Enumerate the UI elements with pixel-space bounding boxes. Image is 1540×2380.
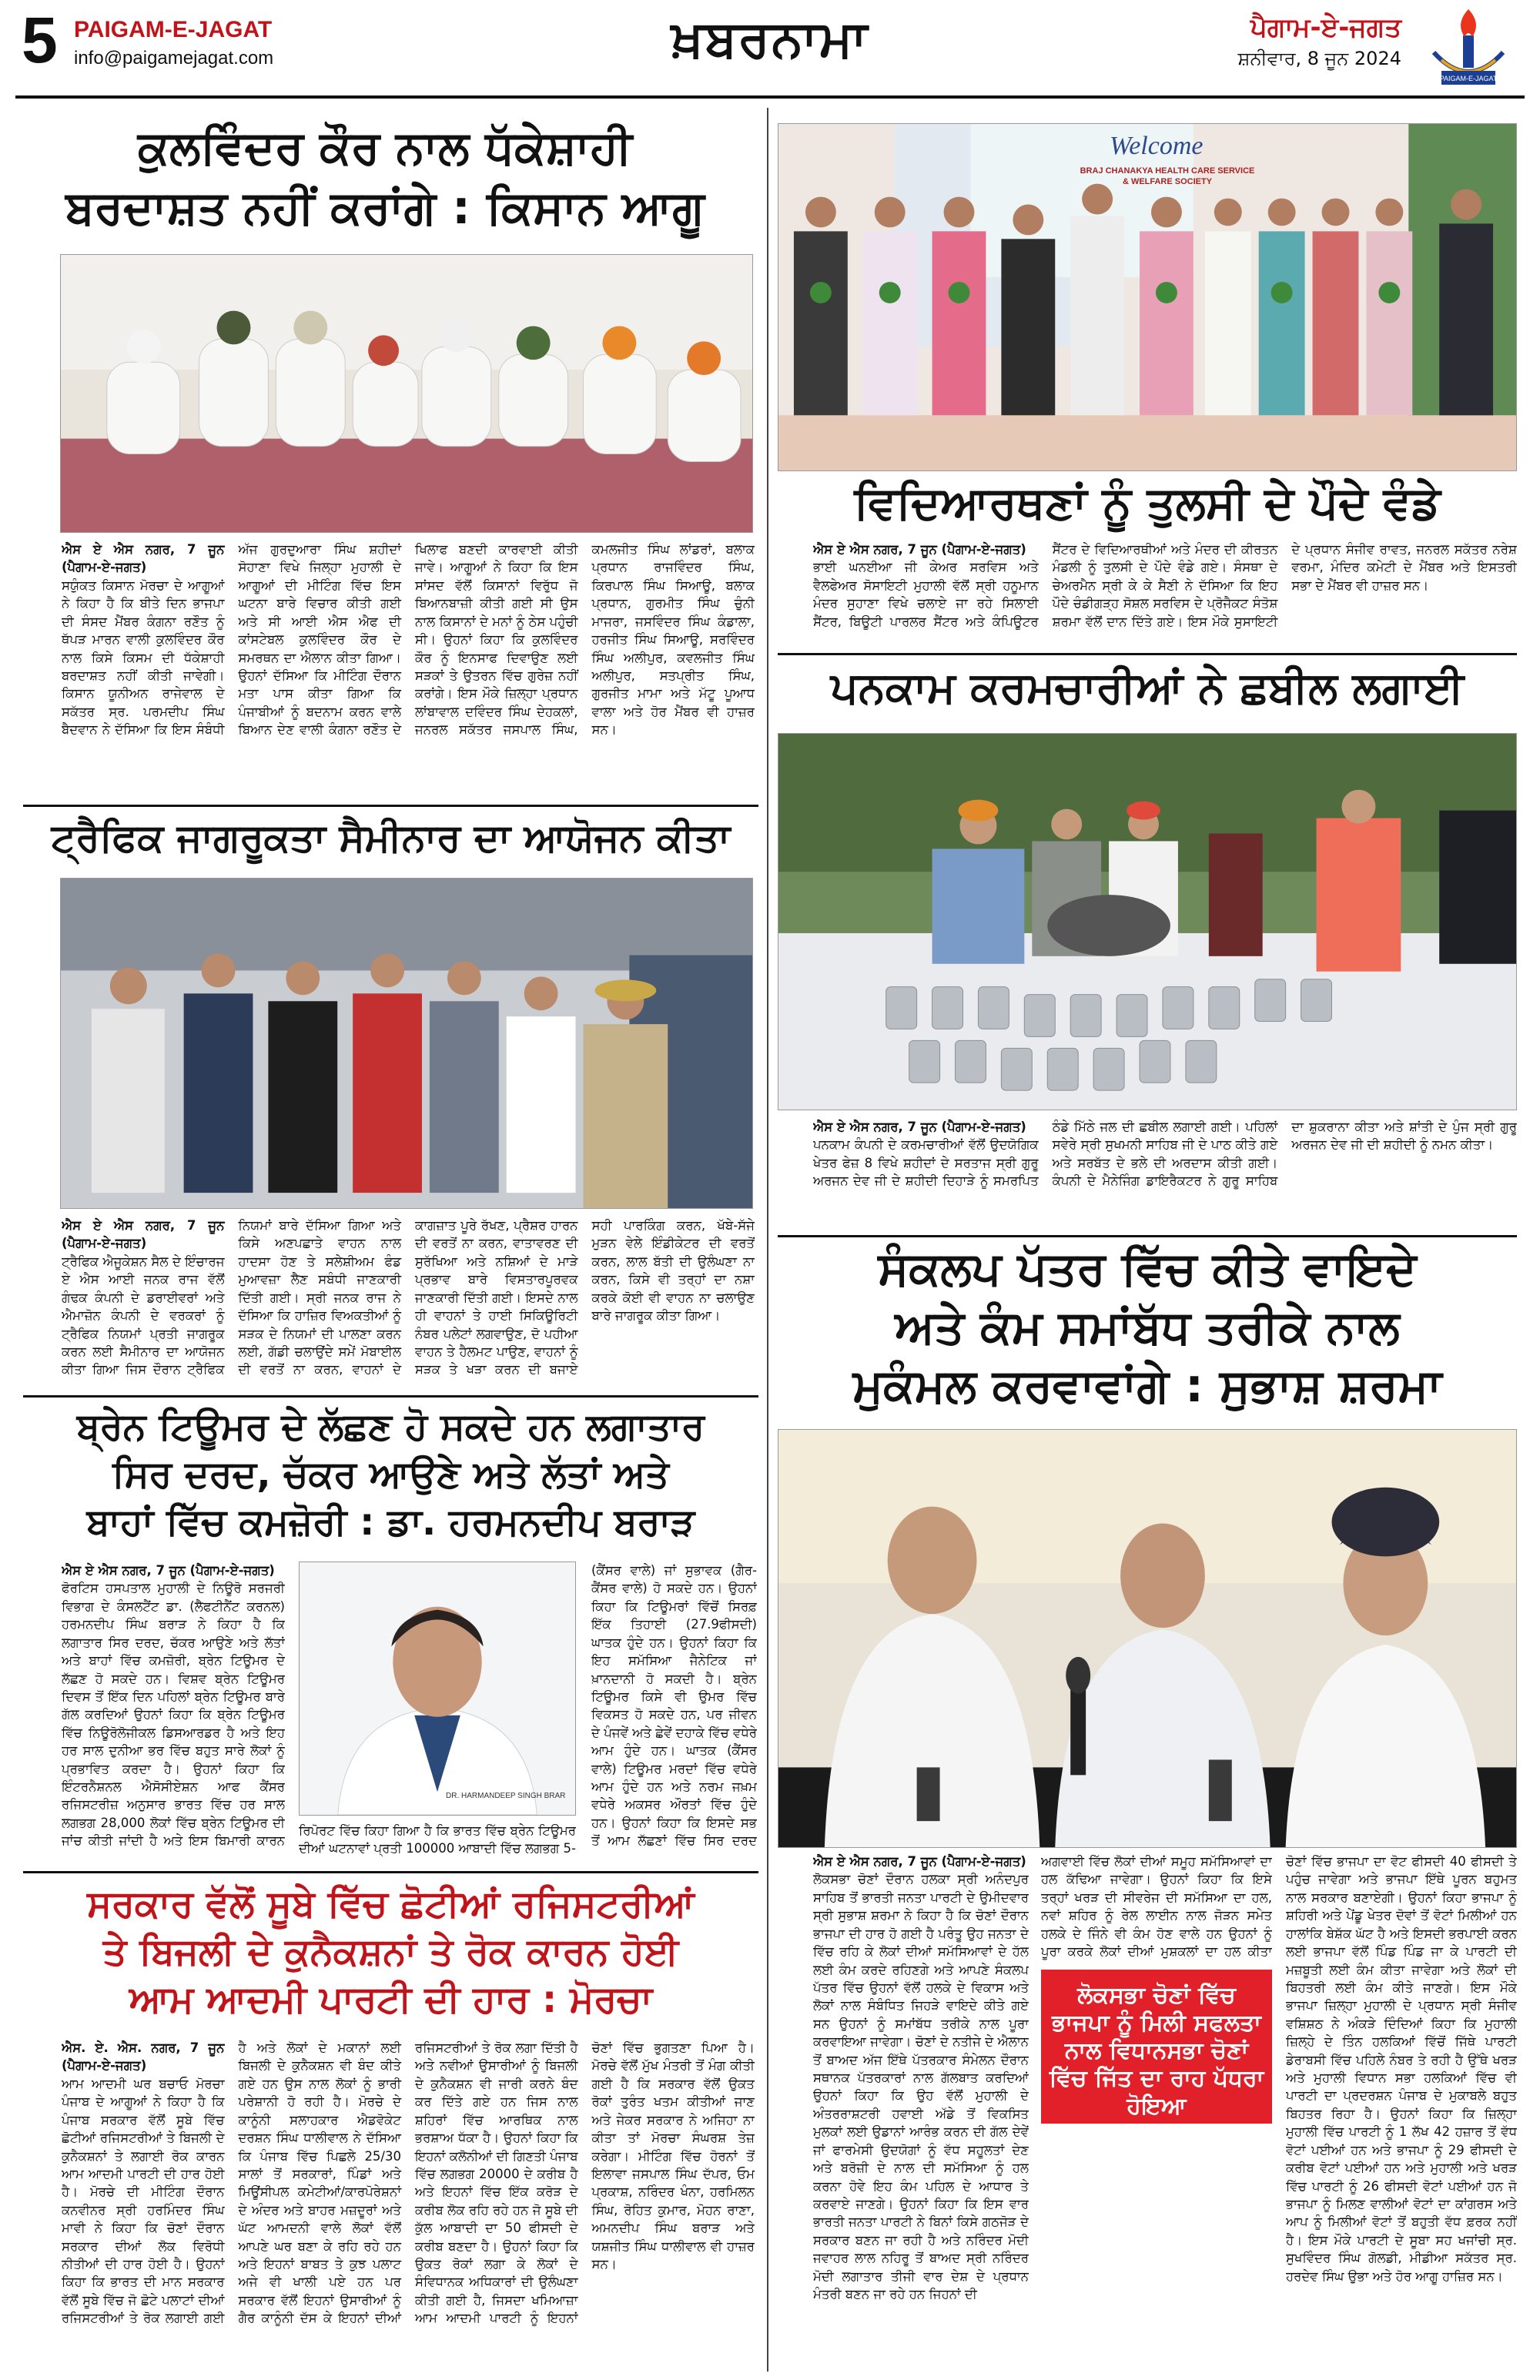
- headline-tulsi: ਵਿਦਿਆਰਥਣਾਂ ਨੂੰ ਤੁਲਸੀ ਦੇ ਪੌਦੇ ਵੰਡੇ: [854, 477, 1441, 529]
- photo-traffic-seminar: [60, 878, 753, 1209]
- text-tulsi: ਭਾਈ ਘਨਈਆ ਜੀ ਕੇਅਰ ਸਰਵਿਸ ਅਤੇ ਵੈਲਫੇਅਰ ਸੋਸਾਇਟੀ ਮੁਹਾਲੀ ਵੱਲੋਂ ਸ੍ਰੀ ਹਨੂਮਾਨ ਮੰਦਰ ਸੁਹਾਣਾ ਵਿਖੇ ਚਲਾਏ ਜਾ ਰਹੇ ਸਿਲਾਈ ਸੈਂਟਰ, ਬਿਊਟੀ ਪਾਰਲਰ ਸੈਂਟਰ ਅਤੇ ਕੰਪਿਊਟਰ ਸੈਂਟਰ ਦੇ ਵਿਦਿਆਰਥੀਆਂ ਅਤੇ ਮੰਦਰ ਦੀ ਕੀਰਤਨ ਮੰਡਲੀ ਨੂੰ ਤੁਲਸੀ ਦੇ ਪੌਦੇ ਵੰਡੇ ਗਏ। ਸੰਸਥਾ ਦੇ ਚੇਅਰਮੈਨ ਸ੍ਰੀ ਕੇ ਕੇ ਸੈਣੀ ਨੇ ਦੱਸਿਆ ਕਿ ਇਹ ਪੌਦੇ ਚੰਡੀਗੜ੍ਹ ਸੋਸ਼ਲ ਸਰਵਿਸ ਦੇ ਪ੍ਰੋਜੈਕਟ ਸੰਤੋਸ਼ ਸ਼ਰਮਾ ਵੱਲੋਂ ਦਾਨ ਦਿੱਤੇ ਗਏ। ਇਸ ਮੌਕੇ ਸੁਸਾਇਟੀ ਦੇ ਪ੍ਰਧਾਨ ਸੰਜੀਵ ਰਾਵਤ, ਜਨਰਲ ਸਕੱਤਰ ਨਰੇਸ਼ ਵਰਮਾ, ਮੰਦਿਰ ਕਮੇਟੀ ਦੇ ਮੈਂਬਰ ਅਤੇ ਇਸਤਰੀ ਸਭਾ ਦੇ ਮੈਂਬਰ ਵੀ ਹਾਜ਼ਰ ਸਨ।: [813, 542, 1517, 629]
- headline-tumour-2: ਸਿਰ ਦਰਦ, ਚੱਕਰ ਆਉਣੇ ਅਤੇ ਲੱਤਾਂ ਅਤੇ: [112, 1453, 669, 1496]
- separator: [23, 1871, 758, 1873]
- text-tumour-left: ਫੋਰਟਿਸ ਹਸਪਤਾਲ ਮੁਹਾਲੀ ਦੇ ਨਿਊਰੋ ਸਰਜਰੀ ਵਿਭਾਗ ਦੇ ਕੰਸਲਟੈਂਟ ਡਾ. (ਲੈਫਟੀਨੈਂਟ ਕਰਨਲ) ਹਰਮਨਦੀਪ ਸਿੰਘ ਬਰਾੜ ਨੇ ਕਿਹਾ ਹੈ ਕਿ ਲਗਾਤਾਰ ਸਿਰ ਦਰਦ, ਚੱਕਰ ਆਉਣੇ ਅਤੇ ਲੱਤਾਂ ਅਤੇ ਬਾਹਾਂ ਵਿੱਚ ਕਮਜ਼ੋਰੀ, ਬ੍ਰੇਨ ਟਿਊਮਰ ਦੇ ਲੱਛਣ ਹੋ ਸਕਦੇ ਹਨ। ਵਿਸ਼ਵ ਬ੍ਰੇਨ ਟਿਊਮਰ ਦਿਵਸ ਤੋਂ ਇੱਕ ਦਿਨ ਪਹਿਲਾਂ ਬ੍ਰੇਨ ਟਿਊਮਰ ਬਾਰੇ ਗੱਲ ਕਰਦਿਆਂ ਉਹਨਾਂ ਕਿਹਾ ਕਿ ਬ੍ਰੇਨ ਟਿਊਮਰ ਵਿੱਚ ਨਿਊਰੋਲੋਜੀਕਲ ਡਿਸਆਰਡਰ ਹੈ ਅਤੇ ਇਹ ਹਰ ਸਾਲ ਦੁਨੀਆ ਭਰ ਵਿੱਚ ਬਹੁਤ ਸਾਰੇ ਲੋਕਾਂ ਨੂੰ ਪ੍ਰਭਾਵਿਤ ਕਰਦਾ ਹੈ। ਉਹਨਾਂ ਕਿਹਾ ਕਿ ਇੰਟਰਨੈਸ਼ਨਲ ਐਸੋਸੀਏਸ਼ਨ ਆਫ ਕੈਂਸਰ ਰਜਿਸਟਰੀਜ਼ ਅਨੁਸਾਰ ਭਾਰਤ ਵਿੱਚ ਹਰ ਸਾਲ ਲਗਭਗ 28,000 ਲੋਕਾਂ ਵਿੱਚ ਬ੍ਰੇਨ ਟਿਊਮਰ ਦੀ ਜਾਂਚ ਕੀਤੀ ਜਾਂਦੀ ਹੈ ਅਤੇ ਇਸ ਬਿਮਾਰੀ ਕਾਰਨ: [62, 1581, 285, 1849]
- text-chhabeel: ਪਨਕਾਮ ਕੰਪਨੀ ਦੇ ਕਰਮਚਾਰੀਆਂ ਵੱਲੋਂ ਉਦਯੋਗਿਕ ਖੇਤਰ ਫੇਜ਼ 8 ਵਿਖੇ ਸ਼ਹੀਦਾਂ ਦੇ ਸਰਤਾਜ ਸ੍ਰੀ ਗੁਰੂ ਅਰਜਨ ਦੇਵ ਜੀ ਦੇ ਸ਼ਹੀਦੀ ਦਿਹਾੜੇ ਨੂੰ ਸਮਰਪਿਤ ਠੰਡੇ ਮਿੱਠੇ ਜਲ ਦੀ ਛਬੀਲ ਲਗਾਈ ਗਈ। ਪਹਿਲਾਂ ਸਵੇਰੇ ਸ੍ਰੀ ਸੁਖਮਨੀ ਸਾਹਿਬ ਜੀ ਦੇ ਪਾਠ ਕੀਤੇ ਗਏ ਅਤੇ ਸਰਬੱਤ ਦੇ ਭਲੇ ਦੀ ਅਰਦਾਸ ਕੀਤੀ ਗਈ। ਕੰਪਨੀ ਦੇ ਮੈਨੇਜਿੰਗ ਡਾਇਰੈਕਟਰ ਨੇ ਗੁਰੂ ਸਾਹਿਬ ਦਾ ਸ਼ੁਕਰਾਨਾ ਕੀਤਾ ਅਤੇ ਸ਼ਾਂਤੀ ਦੇ ਪੁੰਜ ਸ੍ਰੀ ਗੁਰੂ ਅਰਜਨ ਦੇਵ ਜੀ ਦੀ ਸ਼ਹੀਦੀ ਨੂੰ ਨਮਨ ਕੀਤਾ।: [813, 1120, 1517, 1189]
- headline-chhabeel: ਪਨਕਾਮ ਕਰਮਚਾਰੀਆਂ ਨੇ ਛਬੀਲ ਲਗਾਈ: [830, 663, 1465, 713]
- issue-date: ਸ਼ਨੀਵਾਰ, 8 ਜੂਨ 2024: [1237, 48, 1401, 69]
- photo-press-conference: [778, 1429, 1517, 1848]
- article-sankalp-body-3: [1286, 1853, 1517, 2372]
- dateline-sankalp: ਐਸ ਏ ਐਸ ਨਗਰ, 7 ਜੂਨ (ਪੈਗਾਮ-ਏ-ਜਗਤ): [813, 1854, 1026, 1869]
- headline-morcha-3: ਆਮ ਆਦਮੀ ਪਾਰਟੀ ਦੀ ਹਾਰ : ਮੋਰਚਾ: [129, 1978, 653, 2021]
- headline-sankalp-3: ਮੁਕੰਮਲ ਕਰਵਾਵਾਂਗੇ : ਸੁਭਾਸ਼ ਸ਼ਰਮਾ: [852, 1359, 1442, 1413]
- text-traffic: ਟ੍ਰੈਫਿਕ ਐਜੂਕੇਸ਼ਨ ਸੈਲ ਦੇ ਇੰਚਾਰਜ ਏ ਐਸ ਆਈ ਜਨਕ ਰਾਜ ਵੱਲੋਂ ਗੰਢਕ ਕੰਪਨੀ ਦੇ ਡਰਾਈਵਰਾਂ ਅਤੇ ਐਮਾਜ਼ੋਨ ਕੰਪਨੀ ਦੇ ਵਰਕਰਾਂ ਨੂੰ ਟ੍ਰੈਫਿਕ ਨਿਯਮਾਂ ਪ੍ਰਤੀ ਜਾਗਰੂਕ ਕਰਨ ਲਈ ਸੈਮੀਨਾਰ ਦਾ ਆਯੋਜਨ ਕੀਤਾ ਗਿਆ ਜਿਸ ਦੌਰਾਨ ਟ੍ਰੈਫਿਕ ਨਿਯਮਾਂ ਬਾਰੇ ਦੱਸਿਆ ਗਿਆ ਅਤੇ ਕਿਸੇ ਅਣਪਛਾਤੇ ਵਾਹਨ ਨਾਲ ਹਾਦਸਾ ਹੋਣ ਤੇ ਸਲੇਸ਼ੀਅਮ ਫੰਡ ਮੁਆਵਜ਼ਾ ਲੈਣ ਸਬੰਧੀ ਜਾਣਕਾਰੀ ਦਿੱਤੀ ਗਈ। ਸ੍ਰੀ ਜਨਕ ਰਾਜ ਨੇ ਦੱਸਿਆ ਕਿ ਹਾਜ਼ਿਰ ਵਿਅਕਤੀਆਂ ਨੂੰ ਸੜਕ ਦੇ ਨਿਯਮਾਂ ਦੀ ਪਾਲਣਾ ਕਰਨ ਲਈ, ਗੱਡੀ ਚਲਾਉਂਦੇ ਸਮੇਂ ਮੋਬਾਈਲ ਦੀ ਵਰਤੋਂ ਨਾ ਕਰਨ, ਵਾਹਨਾਂ ਦੇ ਕਾਗਜ਼ਾਤ ਪੂਰੇ ਰੱਖਣ, ਪ੍ਰੈਸ਼ਰ ਹਾਰਨ ਦੀ ਵਰਤੋਂ ਨਾ ਕਰਨ, ਵਾਤਾਵਰਣ ਦੀ ਸੁਰੱਖਿਆ ਅਤੇ ਨਸ਼ਿਆਂ ਦੇ ਮਾੜੇ ਪ੍ਰਭਾਵ ਬਾਰੇ ਵਿਸਤਾਰਪੂਰਵਕ ਜਾਣਕਾਰੀ ਦਿੱਤੀ ਗਈ। ਇਸਦੇ ਨਾਲ ਹੀ ਵਾਹਨਾਂ ਤੇ ਹਾਈ ਸਿਕਿਊਰਿਟੀ ਨੰਬਰ ਪਲੇਟਾਂ ਲਗਵਾਉਣ, ਦੋ ਪਹੀਆ ਵਾਹਨ ਤੇ ਹੈਲਮਟ ਪਾਉਣ, ਵਾਹਨਾਂ ਨੂੰ ਸੜਕ ਤੇ ਖੜਾ ਕਰਨ ਦੀ ਬਜਾਏ ਸਹੀ ਪਾਰਕਿੰਗ ਕਰਨ, ਖੱਬੇ-ਸੱਜੇ ਮੁੜਨ ਵੇਲੇ ਇੰਡੀਕੇਟਰ ਦੀ ਵਰਤੋਂ ਕਰਨ, ਲਾਲ ਬੱਤੀ ਦੀ ਉਲੰਘਣਾ ਨਾ ਕਰਨ, ਕਿਸੇ ਵੀ ਤਰ੍ਹਾਂ ਦਾ ਨਸ਼ਾ ਕਰਕੇ ਕੋਈ ਵੀ ਵਾਹਨ ਨਾ ਚਲਾਉਣ ਬਾਰੇ ਜਾਗਰੂਕ ਕੀਤਾ ਗਿਆ।: [62, 1218, 755, 1377]
- doctor-name-badge: DR. HARMANDEEP SINGH BRAR: [446, 1792, 566, 1800]
- headline-traffic: ਟ੍ਰੈਫਿਕ ਜਾਗਰੂਕਤਾ ਸੈਮੀਨਾਰ ਦਾ ਆਯੋਜਨ ਕੀਤਾ: [51, 815, 731, 860]
- separator: [23, 1395, 758, 1398]
- dateline-kulwinder: ਐਸ ਏ ਐਸ ਨਗਰ, 7 ਜੂਨ (ਪੈਗਾਮ-ਏ-ਜਗਤ): [62, 542, 225, 575]
- dateline-tumour: ਐਸ ਏ ਐਸ ਨਗਰ, 7 ਜੂਨ (ਪੈਗਾਮ-ਏ-ਜਗਤ): [62, 1563, 275, 1578]
- headline-morcha-1: ਸਰਕਾਰ ਵੱਲੋਂ ਸੂਬੇ ਵਿੱਚ ਛੋਟੀਆਂ ਰਜਿਸਟਰੀਆਂ: [87, 1883, 695, 1926]
- dateline-morcha: ਐਸ. ਏ. ਐਸ. ਨਗਰ, 7 ਜੂਨ (ਪੈਗਾਮ-ਏ-ਜਗਤ): [62, 2040, 225, 2074]
- brand-name-latin: PAIGAM-E-JAGAT: [74, 17, 273, 42]
- photo-tulsi-distribution: [778, 123, 1517, 471]
- dateline-traffic: ਐਸ ਏ ਐਸ ਨਗਰ, 7 ਜੂਨ (ਪੈਗਾਮ-ਏ-ਜਗਤ): [62, 1218, 225, 1251]
- pull-quote-callout: ਲੋਕਸਭਾ ਚੋਣਾਂ ਵਿੱਚ ਭਾਜਪਾ ਨੂੰ ਮਿਲੀ ਸਫਲਤਾ ਨਾਲ ਵਿਧਾਨਸਭਾ ਚੋਣਾਂ ਵਿੱਚ ਜਿੱਤ ਦਾ ਰਾਹ ਪੱਧਰਾ ਹੋਇਆ: [1041, 1970, 1272, 2124]
- article-kulwinder-body: [62, 541, 755, 802]
- text-morcha: ਆਮ ਆਦਮੀ ਘਰ ਬਚਾਓ ਮੋਰਚਾ ਪੰਜਾਬ ਦੇ ਆਗੂਆਂ ਨੇ ਕਿਹਾ ਹੈ ਕਿ ਪੰਜਾਬ ਸਰਕਾਰ ਵੱਲੋਂ ਸੂਬੇ ਵਿੱਚ ਛੋਟੀਆਂ ਰਜਿਸਟਰੀਆਂ ਤੇ ਬਿਜਲੀ ਦੇ ਕੁਨੈਕਸ਼ਨਾਂ ਤੇ ਲਗਾਈ ਰੋਕ ਕਾਰਨ ਆਮ ਆਦਮੀ ਪਾਰਟੀ ਦੀ ਹਾਰ ਹੋਈ ਹੈ। ਮੋਰਚੇ ਦੀ ਮੀਟਿੰਗ ਦੌਰਾਨ ਕਨਵੀਨਰ ਸ੍ਰੀ ਹਰਮਿੰਦਰ ਸਿੰਘ ਮਾਵੀ ਨੇ ਕਿਹਾ ਕਿ ਚੋਣਾਂ ਦੌਰਾਨ ਸਰਕਾਰ ਦੀਆਂ ਲੋਕ ਵਿਰੋਧੀ ਨੀਤੀਆਂ ਦੀ ਹਾਰ ਹੋਈ ਹੈ। ਉਹਨਾਂ ਕਿਹਾ ਕਿ ਭਾਰਤ ਦੀ ਮਾਨ ਸਰਕਾਰ ਵੱਲੋਂ ਸੂਬੇ ਵਿੱਚ ਜੋ ਛੋਟੇ ਪਲਾਟਾਂ ਦੀਆਂ ਰਜਿਸਟਰੀਆਂ ਤੇ ਰੋਕ ਲਗਾਈ ਗਈ ਹੈ ਅਤੇ ਲੋਕਾਂ ਦੇ ਮਕਾਨਾਂ ਲਈ ਬਿਜਲੀ ਦੇ ਕੁਨੈਕਸ਼ਨ ਵੀ ਬੰਦ ਕੀਤੇ ਗਏ ਹਨ ਉਸ ਨਾਲ ਲੋਕਾਂ ਨੂੰ ਭਾਰੀ ਪਰੇਸ਼ਾਨੀ ਹੋ ਰਹੀ ਹੈ। ਮੋਰਚੇ ਦੇ ਕਾਨੂੰਨੀ ਸਲਾਹਕਾਰ ਐਡਵੋਕੇਟ ਦਰਸ਼ਨ ਸਿੰਘ ਧਾਲੀਵਾਲ ਨੇ ਦੱਸਿਆ ਕਿ ਪੰਜਾਬ ਵਿੱਚ ਪਿਛਲੇ 25/30 ਸਾਲਾਂ ਤੋਂ ਸਰਕਾਰਾਂ, ਪਿੰਡਾਂ ਅਤੇ ਮਿਊਂਸੀਪਲ ਕਮੇਟੀਆਂ/ਕਾਰਪੋਰੇਸ਼ਨਾਂ ਦੇ ਅੰਦਰ ਅਤੇ ਬਾਹਰ ਮਜ਼ਦੂਰਾਂ ਅਤੇ ਘੱਟ ਆਮਦਨੀ ਵਾਲੇ ਲੋਕਾਂ ਵੱਲੋਂ ਆਪਣੇ ਘਰ ਬਣਾ ਕੇ ਰਹਿ ਰਹੇ ਹਨ ਅਤੇ ਇਹਨਾਂ ਬਾਬਤ ਤੇ ਕੁਝ ਪਲਾਟ ਅਜੇ ਵੀ ਖਾਲੀ ਪਏ ਹਨ ਪਰ ਸਰਕਾਰ ਵੱਲੋਂ ਇਹਨਾਂ ਉਸਾਰੀਆਂ ਨੂੰ ਗੈਰ ਕਾਨੂੰਨੀ ਦੱਸ ਕੇ ਇਹਨਾਂ ਦੀਆਂ ਰਜਿਸਟਰੀਆਂ ਤੇ ਰੋਕ ਲਗਾ ਦਿੱਤੀ ਹੈ ਅਤੇ ਨਵੀਆਂ ਉਸਾਰੀਆਂ ਨੂੰ ਬਿਜਲੀ ਦੇ ਕੁਨੈਕਸ਼ਨ ਵੀ ਜਾਰੀ ਕਰਨੇ ਬੰਦ ਕਰ ਦਿੱਤੇ ਗਏ ਹਨ ਜਿਸ ਨਾਲ ਸ਼ਹਿਰਾਂ ਵਿੱਚ ਆਰਥਿਕ ਨਾਲ ਭਰਸ਼ਾਅ ਧੱਕਾ ਹੈ। ਉਹਨਾਂ ਕਿਹਾ ਕਿ ਇਹਨਾਂ ਕਲੋਨੀਆਂ ਦੀ ਗਿਣਤੀ ਪੰਜਾਬ ਵਿੱਚ ਲਗਭਗ 20000 ਦੇ ਕਰੀਬ ਹੈ ਅਤੇ ਇਹਨਾਂ ਵਿੱਚ ਇੱਕ ਕਰੋੜ ਦੇ ਕਰੀਬ ਲੋਕ ਰਹਿ ਰਹੇ ਹਨ ਜੋ ਸੂਬੇ ਦੀ ਕੁੱਲ ਆਬਾਦੀ ਦਾ 50 ਫੀਸਦੀ ਦੇ ਕਰੀਬ ਬਣਦਾ ਹੈ। ਉਹਨਾਂ ਕਿਹਾ ਕਿ ਉਕਤ ਰੋਕਾਂ ਲਗਾ ਕੇ ਲੋਕਾਂ ਦੇ ਸੰਵਿਧਾਨਕ ਅਧਿਕਾਰਾਂ ਦੀ ਉਲੰਘਣਾ ਕੀਤੀ ਗਈ ਹੈ, ਜਿਸਦਾ ਖਮਿਆਜ਼ਾ ਆਮ ਆਦਮੀ ਪਾਰਟੀ ਨੂੰ ਇਹਨਾਂ ਚੋਣਾਂ ਵਿੱਚ ਭੁਗਤਣਾ ਪਿਆ ਹੈ। ਮੋਰਚੇ ਵੱਲੋਂ ਮੁੱਖ ਮੰਤਰੀ ਤੋਂ ਮੰਗ ਕੀਤੀ ਗਈ ਹੈ ਕਿ ਸਰਕਾਰ ਵੱਲੋਂ ਉਕਤ ਰੋਕਾਂ ਤੁਰੰਤ ਖਤਮ ਕੀਤੀਆਂ ਜਾਣ ਅਤੇ ਜੇਕਰ ਸਰਕਾਰ ਨੇ ਅਜਿਹਾ ਨਾ ਕੀਤਾ ਤਾਂ ਮੋਰਚਾ ਸੰਘਰਸ਼ ਤੇਜ਼ ਕਰੇਗਾ। ਮੀਟਿੰਗ ਵਿੱਚ ਹੋਰਨਾਂ ਤੋਂ ਇਲਾਵਾ ਜਸਪਾਲ ਸਿੰਘ ਦੱਪਰ, ਓਮ ਪ੍ਰਕਾਸ਼, ਨਰਿੰਦਰ ਖੰਨਾ, ਹਰਮਿਲਨ ਸਿੰਘ, ਰੋਹਿਤ ਕੁਮਾਰ, ਮੋਹਨ ਰਾਣਾ, ਅਮਨਦੀਪ ਸਿੰਘ ਬਰਾੜ ਅਤੇ ਯਸ਼ਜੀਤ ਸਿੰਘ ਧਾਲੀਵਾਲ ਵੀ ਹਾਜ਼ਰ ਸਨ।: [62, 2040, 755, 2326]
- article-tumour-body-bottom: [299, 1822, 576, 1868]
- text-sankalp-2: ਅਗਵਾਈ ਵਿੱਚ ਲੋਕਾਂ ਦੀਆਂ ਸਮੂਹ ਸਮੱਸਿਆਵਾਂ ਦਾ ਹਲ ਕੱਢਿਆ ਜਾਵੇਗਾ। ਉਹਨਾਂ ਕਿਹਾ ਕਿ ਇਸੇ ਤਰ੍ਹਾਂ ਖਰੜ ਦੀ ਸੀਵਰੇਜ ਦੀ ਸਮੱਸਿਆ ਦਾ ਹਲ, ਨਵਾਂ ਸ਼ਹਿਰ ਨੂੰ ਰੇਲ ਲਾਈਨ ਨਾਲ ਜੋੜਨ ਸਮੇਤ ਹਲਕੇ ਦੇ ਜਿੰਨੇ ਵੀ ਕੰਮ ਹੋਣ ਵਾਲੇ ਹਨ ਉਹਨਾਂ ਨੂੰ ਪੂਰਾ ਕਰਕੇ ਲੋਕਾਂ ਦੀਆਂ ਮੁਸ਼ਕਲਾਂ ਦਾ ਹਲ ਕੀਤਾ: [1041, 1854, 1272, 1960]
- separator: [778, 1235, 1517, 1237]
- page-number: 5: [22, 4, 58, 76]
- article-tulsi-body: [813, 541, 1517, 648]
- dateline-tulsi: ਐਸ ਏ ਐਸ ਨਗਰ, 7 ਜੂਨ (ਪੈਗਾਮ-ਏ-ਜਗਤ): [813, 542, 1026, 557]
- article-tumour-body-left: [62, 1562, 285, 1862]
- masthead-rule: [15, 95, 1525, 99]
- text-sankalp-3: ਚੋਣਾਂ ਵਿੱਚ ਭਾਜਪਾ ਦਾ ਵੋਟ ਫੀਸਦੀ 40 ਫੀਸਦੀ ਤੇ ਪਹੁੰਚ ਜਾਵੇਗਾ ਅਤੇ ਭਾਜਪਾ ਇੱਥੇ ਪੂਰਨ ਬਹੁਮਤ ਨਾਲ ਸਰਕਾਰ ਬਣਾਏਗੀ। ਉਹਨਾਂ ਕਿਹਾ ਭਾਜਪਾ ਨੂੰ ਸ਼ਹਿਰੀ ਅਤੇ ਪੇਂਡੂ ਖੇਤਰ ਦੋਵਾਂ ਤੋਂ ਵੋਟਾਂ ਮਿਲੀਆਂ ਹਨ ਹਾਲਾਂਕਿ ਬੇਸ਼ੱਕ ਘੱਟ ਹੈ ਅਤੇ ਇਸਦੀ ਭਰਪਾਈ ਕਰਨ ਲਈ ਭਾਜਪਾ ਵੱਲੋਂ ਪਿੰਡ ਪਿੰਡ ਜਾ ਕੇ ਪਾਰਟੀ ਦੀ ਮਜ਼ਬੂਤੀ ਲਈ ਕੰਮ ਕੀਤਾ ਜਾਵੇਗਾ ਅਤੇ ਲੋਕਾਂ ਦੀ ਬਿਹਤਰੀ ਲਈ ਕੰਮ ਕੀਤੇ ਜਾਣਗੇ। ਇਸ ਮੌਕੇ ਭਾਜਪਾ ਜ਼ਿਲ੍ਹਾ ਮੁਹਾਲੀ ਦੇ ਪ੍ਰਧਾਨ ਸ੍ਰੀ ਸੰਜੀਵ ਵਸ਼ਿਸ਼ਠ ਨੇ ਅੰਕੜੇ ਦਿੰਦਿਆਂ ਕਿਹਾ ਕਿ ਮੁਹਾਲੀ ਜ਼ਿਲ੍ਹੇ ਦੇ ਤਿੰਨ ਹਲਕਿਆਂ ਵਿੱਚੋਂ ਜਿੱਥੇ ਪਾਰਟੀ ਡੇਰਾਬਸੀ ਵਿੱਚ ਪਹਿਲੇ ਨੰਬਰ ਤੇ ਰਹੀ ਹੈ ਉੱਥੇ ਖਰੜ ਅਤੇ ਮੁਹਾਲੀ ਵਿਧਾਨ ਸਭਾ ਹਲਕਿਆਂ ਵਿੱਚ ਵੀ ਪਾਰਟੀ ਦਾ ਪ੍ਰਦਰਸ਼ਨ ਪੰਜਾਬ ਦੇ ਮੁਕਾਬਲੇ ਬਹੁਤ ਬਿਹਤਰ ਰਿਹਾ ਹੈ। ਉਹਨਾਂ ਕਿਹਾ ਕਿ ਜ਼ਿਲ੍ਹਾ ਮੁਹਾਲੀ ਵਿੱਚ ਪਾਰਟੀ ਨੂੰ 1 ਲੱਖ 42 ਹਜ਼ਾਰ ਤੋਂ ਵੱਧ ਵੋਟਾਂ ਪਈਆਂ ਹਨ ਅਤੇ ਭਾਜਪਾ ਨੂੰ 29 ਫੀਸਦੀ ਦੇ ਕਰੀਬ ਵੋਟਾਂ ਪਈਆਂ ਹਨ ਅਤੇ ਮੁਹਾਲੀ ਅਤੇ ਖਰੜ ਵਿੱਚ ਪਾਰਟੀ ਨੂੰ 26 ਫੀਸਦੀ ਵੋਟਾਂ ਪਈਆਂ ਹਨ ਜੋ ਭਾਜਪਾ ਨੂੰ ਮਿਲਣ ਵਾਲੀਆਂ ਵੋਟਾਂ ਦਾ ਕਾਂਗਰਸ ਅਤੇ ਆਪ ਨੂੰ ਮਿਲੀਆਂ ਵੋਟਾਂ ਤੋਂ ਬਹੁਤੀ ਵੱਧ ਫ਼ਰਕ ਨਹੀਂ ਹੈ। ਇਸ ਮੌਕੇ ਪਾਰਟੀ ਦੇ ਸੂਬਾ ਸਹ ਖਜਾਂਚੀ ਸ੍ਰ. ਸੁਖਵਿੰਦਰ ਸਿੰਘ ਗੋਲਡੀ, ਮੀਡੀਆ ਸਕੱਤਰ ਸ੍ਰ. ਹਰਦੇਵ ਸਿੰਘ ਉਭਾ ਅਤੇ ਹੋਰ ਆਗੂ ਹਾਜ਼ਿਰ ਸਨ।: [1286, 1854, 1517, 2284]
- headline-sankalp-1: ਸੰਕਲਪ ਪੱਤਰ ਵਿੱਚ ਕੀਤੇ ਵਾਇਦੇ: [878, 1242, 1417, 1296]
- welcome-banner: Welcome: [1110, 132, 1204, 160]
- photo-farmer-leaders-meeting: [60, 254, 753, 533]
- text-tumour-bottom: ਰਿਪੋਰਟ ਵਿੱਚ ਕਿਹਾ ਗਿਆ ਹੈ ਕਿ ਭਾਰਤ ਵਿੱਚ ਬ੍ਰੇਨ ਟਿਊਮਰ ਦੀਆਂ ਘਟਨਾਵਾਂ ਪ੍ਰਤੀ 100000 ਆਬਾਦੀ ਵਿੱਚ ਲਗਭਗ 5-: [299, 1823, 576, 1856]
- brand-name-punjabi: ਪੈਗਾਮ-ਏ-ਜਗਤ: [1250, 12, 1401, 43]
- headline-sankalp-2: ਅਤੇ ਕੰਮ ਸਮਾਂਬੱਧ ਤਰੀਕੇ ਨਾਲ: [895, 1300, 1400, 1354]
- text-tumour-right: (ਕੈਂਸਰ ਵਾਲੇ) ਜਾਂ ਸੁਭਾਵਕ (ਗੈਰ-ਕੈਂਸਰ ਵਾਲੇ) ਹੋ ਸਕਦੇ ਹਨ। ਉਹਨਾਂ ਕਿਹਾ ਕਿ ਟਿਊਮਰਾਂ ਵਿੱਚੋਂ ਸਿਰਫ਼ ਇੱਕ ਤਿਹਾਈ (27.9ਫੀਸਦੀ) ਘਾਤਕ ਹੁੰਦੇ ਹਨ। ਉਹਨਾਂ ਕਿਹਾ ਕਿ ਇਹ ਸਮੱਸਿਆ ਜੈਨੇਟਿਕ ਜਾਂ ਖ਼ਾਨਦਾਨੀ ਹੋ ਸਕਦੀ ਹੈ। ਬ੍ਰੇਨ ਟਿਊਮਰ ਕਿਸੇ ਵੀ ਉਮਰ ਵਿੱਚ ਵਿਕਸਤ ਹੋ ਸਕਦੇ ਹਨ, ਪਰ ਜੀਵਨ ਦੇ ਪੰਜਵੇਂ ਅਤੇ ਛੇਵੇਂ ਦਹਾਕੇ ਵਿੱਚ ਵਧੇਰੇ ਆਮ ਹੁੰਦੇ ਹਨ। ਘਾਤਕ (ਕੈਂਸਰ ਵਾਲੇ) ਟਿਊਮਰ ਮਰਦਾਂ ਵਿੱਚ ਵਧੇਰੇ ਆਮ ਹੁੰਦੇ ਹਨ ਅਤੇ ਨਰਮ ਜਖ਼ਮ ਵਧੇਰੇ ਅਕਸਰ ਔਰਤਾਂ ਵਿੱਚ ਹੁੰਦੇ ਹਨ। ਉਹਨਾਂ ਕਿਹਾ ਕਿ ਇਸਦੇ ਸਭ ਤੋਂ ਆਮ ਲੱਛਣਾਂ ਵਿੱਚ ਸਿਰ ਦਰਦ: [591, 1563, 757, 1849]
- society-banner: BRAJ CHANAKYA HEALTH CARE SERVICE & WELFARE SOCIETY: [1080, 166, 1255, 187]
- headline-tumour-3: ਬਾਹਾਂ ਵਿੱਚ ਕਮਜ਼ੋਰੀ : ਡਾ. ਹਰਮਨਦੀਪ ਬਰਾੜ: [86, 1501, 695, 1544]
- torch-logo-icon: [1418, 6, 1518, 91]
- text-kulwinder: ਸਯੁੰਕਤ ਕਿਸਾਨ ਮੋਰਚਾ ਦੇ ਆਗੂਆਂ ਨੇ ਕਿਹਾ ਹੈ ਕਿ ਬੀਤੇ ਦਿਨ ਭਾਜਪਾ ਦੀ ਸੰਸਦ ਮੈਂਬਰ ਕੰਗਨਾ ਰਣੌਤ ਨੂੰ ਥੱਪੜ ਮਾਰਨ ਵਾਲੀ ਕੁਲਵਿੰਦਰ ਕੌਰ ਨਾਲ ਕਿਸੇ ਕਿਸਮ ਦੀ ਧੱਕੇਸ਼ਾਹੀ ਬਰਦਾਸ਼ਤ ਨਹੀਂ ਕੀਤੀ ਜਾਵੇਗੀ। ਕਿਸਾਨ ਯੂਨੀਅਨ ਰਾਜੇਵਾਲ ਦੇ ਸਕੱਤਰ ਸ੍ਰ. ਪਰਮਦੀਪ ਸਿੰਘ ਬੈਦਵਾਨ ਨੇ ਦੱਸਿਆ ਕਿ ਇਸ ਸੰਬੰਧੀ ਅੱਜ ਗੁਰਦੁਆਰਾ ਸਿੰਘ ਸ਼ਹੀਦਾਂ ਸੋਹਾਣਾ ਵਿਖੇ ਜਿਲ੍ਹਾ ਮੁਹਾਲੀ ਦੇ ਆਗੂਆਂ ਦੀ ਮੀਟਿੰਗ ਵਿੱਚ ਇਸ ਘਟਨਾ ਬਾਰੇ ਵਿਚਾਰ ਕੀਤੀ ਗਈ ਅਤੇ ਸੀ ਆਈ ਐਸ ਐਫ ਦੀ ਕਾਂਸਟੇਬਲ ਕੁਲਵਿੰਦਰ ਕੌਰ ਦੇ ਸਮਰਥਨ ਦਾ ਐਲਾਨ ਕੀਤਾ ਗਿਆ। ਉਹਨਾਂ ਦੱਸਿਆ ਕਿ ਮੀਟਿੰਗ ਦੌਰਾਨ ਮਤਾ ਪਾਸ ਕੀਤਾ ਗਿਆ ਕਿ ਪੰਜਾਬੀਆਂ ਨੂੰ ਬਦਨਾਮ ਕਰਨ ਵਾਲੇ ਬਿਆਨ ਦੇਣ ਵਾਲੀ ਕੰਗਨਾ ਰਣੌਤ ਦੇ ਖਿਲਾਫ ਬਣਦੀ ਕਾਰਵਾਈ ਕੀਤੀ ਜਾਵੇ। ਆਗੂਆਂ ਨੇ ਕਿਹਾ ਕਿ ਇਸ ਸਾਂਸਦ ਵੱਲੋਂ ਕਿਸਾਨਾਂ ਵਿਰੁੱਧ ਜੋ ਬਿਆਨਬਾਜ਼ੀ ਕੀਤੀ ਗਈ ਸੀ ਉਸ ਨਾਲ ਕਿਸਾਨਾਂ ਦੇ ਮਨਾਂ ਨੂੰ ਠੇਸ ਪਹੁੰਚੀ ਸੀ। ਉਹਨਾਂ ਕਿਹਾ ਕਿ ਕੁਲਵਿੰਦਰ ਕੌਰ ਨੂੰ ਇਨਸਾਫ ਦਿਵਾਉਣ ਲਈ ਸੜਕਾਂ ਤੇ ਉਤਰਨ ਵਿੱਚ ਗੁਰੇਜ਼ ਨਹੀਂ ਕਰਾਂਗੇ। ਇਸ ਮੌਕੇ ਜ਼ਿਲ੍ਹਾ ਪ੍ਰਧਾਨ ਲਾਂਬਾਵਾਲ ਦਵਿੰਦਰ ਸਿੰਘ ਦੇਹਕਲਾਂ, ਜਨਰਲ ਸਕੱਤਰ ਜਸਪਾਲ ਸਿੰਘ, ਕਮਲਜੀਤ ਸਿੰਘ ਲਾਂਡਰਾਂ, ਬਲਾਕ ਪ੍ਰਧਾਨ ਰਾਜਵਿੰਦਰ ਸਿੰਘ, ਕਿਰਪਾਲ ਸਿੰਘ ਸਿਆਊ, ਬਲਾਕ ਪ੍ਰਧਾਨ, ਗੁਰਮੀਤ ਸਿੰਘ ਚੁੰਨੀ ਮਾਜਰਾ, ਜਸਵਿੰਦਰ ਸਿੰਘ ਕੰਡਾਲਾ, ਹਰਜੀਤ ਸਿੰਘ ਸਿਆਊ, ਸਰਵਿੰਦਰ ਸਿੰਘ ਅਲੀਪੁਰ, ਕਵਲਜੀਤ ਸਿੰਘ ਅਲੀਪੁਰ, ਸਤਪ੍ਰੀਤ ਸਿੰਘ, ਗੁਰਜੀਤ ਮਾਮਾ ਅਤੇ ਮੱਟੂ ਪੂਆਧ ਵਾਲਾ ਅਤੇ ਹੋਰ ਮੈਂਬਰ ਵੀ ਹਾਜ਼ਰ ਸਨ।: [62, 542, 755, 738]
- headline-morcha-2: ਤੇ ਬਿਜਲੀ ਦੇ ਕੁਨੈਕਸ਼ਨਾਂ ਤੇ ਰੋਕ ਕਾਰਨ ਹੋਈ: [102, 1930, 679, 1973]
- column-divider: [767, 108, 768, 2372]
- photo-chhabeel: [778, 733, 1517, 1110]
- dateline-chhabeel: ਐਸ ਏ ਐਸ ਨਗਰ, 7 ਜੂਨ (ਪੈਗਾਮ-ਏ-ਜਗਤ): [813, 1120, 1026, 1134]
- article-morcha-body: [62, 2039, 755, 2370]
- headline-tumour-1: ਬ੍ਰੇਨ ਟਿਊਮਰ ਦੇ ਲੱਛਣ ਹੋ ਸਕਦੇ ਹਨ ਲਗਾਤਾਰ: [76, 1405, 705, 1448]
- article-sankalp-body-2-top: [1041, 1853, 1272, 1965]
- article-sankalp-body-1: [813, 1853, 1029, 2372]
- separator: [23, 805, 758, 807]
- article-chhabeel-body: [813, 1118, 1517, 1230]
- headline-kulwinder-2: ਬਰਦਾਸ਼ਤ ਨਹੀਂ ਕਰਾਂਗੇ : ਕਿਸਾਨ ਆਗੂ: [65, 181, 705, 235]
- article-tumour-body-right: [591, 1562, 757, 1868]
- photo-dr-harmandeep-brar: [299, 1562, 576, 1816]
- contact-email[interactable]: info@paigamejagat.com: [74, 48, 274, 69]
- article-traffic-body: [62, 1217, 755, 1391]
- headline-kulwinder-1: ਕੁਲਵਿੰਦਰ ਕੌਰ ਨਾਲ ਧੱਕੇਸ਼ਾਹੀ: [137, 121, 633, 175]
- section-title: ਖ਼ਬਰਨਾਮਾ: [671, 9, 869, 69]
- logo-wordmark: PAIGAM-E-JAGAT: [1439, 75, 1498, 82]
- separator: [778, 653, 1517, 655]
- text-sankalp-1: ਲੋਕਸਭਾ ਚੋਣਾਂ ਦੌਰਾਨ ਹਲਕਾ ਸ੍ਰੀ ਅਨੰਦਪੁਰ ਸਾਹਿਬ ਤੋਂ ਭਾਰਤੀ ਜਨਤਾ ਪਾਰਟੀ ਦੇ ਉਮੀਦਵਾਰ ਸ੍ਰੀ ਸੁਭਾਸ਼ ਸ਼ਰਮਾ ਨੇ ਕਿਹਾ ਹੈ ਕਿ ਚੋਣਾਂ ਦੌਰਾਨ ਭਾਜਪਾ ਦੀ ਹਾਰ ਹੋ ਗਈ ਹੈ ਪਰੰਤੂ ਉਹ ਜਨਤਾ ਦੇ ਵਿੱਚ ਰਹਿ ਕੇ ਲੋਕਾਂ ਦੀਆਂ ਸਮੱਸਿਆਵਾਂ ਦੇ ਹੱਲ ਲਈ ਕੰਮ ਕਰਦੇ ਰਹਿਣਗੇ ਅਤੇ ਆਪਣੇ ਸੰਕਲਪ ਪੱਤਰ ਵਿੱਚ ਉਹਨਾਂ ਵੱਲੋਂ ਹਲਕੇ ਦੇ ਵਿਕਾਸ ਅਤੇ ਲੋਕਾਂ ਨਾਲ ਸੰਬੰਧਿਤ ਜਿਹੜੇ ਵਾਇਦੇ ਕੀਤੇ ਗਏ ਸਨ ਉਹਨਾਂ ਨੂੰ ਸਮਾਂਬੱਧ ਤਰੀਕੇ ਨਾਲ ਪੂਰਾ ਕਰਵਾਇਆ ਜਾਵੇਗਾ। ਚੋਣਾਂ ਦੇ ਨਤੀਜੇ ਦੇ ਐਲਾਨ ਤੋਂ ਬਾਅਦ ਅੱਜ ਇੱਥੇ ਪੱਤਰਕਾਰ ਸੰਮੇਲਨ ਦੌਰਾਨ ਸਥਾਨਕ ਪੱਤਰਕਾਰਾਂ ਨਾਲ ਗੱਲਬਾਤ ਕਰਦਿਆਂ ਉਹਨਾਂ ਕਿਹਾ ਕਿ ਉਹ ਵੱਲੋਂ ਮੁਹਾਲੀ ਦੇ ਅੰਤਰਰਾਸ਼ਟਰੀ ਹਵਾਈ ਅੱਡੇ ਤੋਂ ਵਿਕਸਿਤ ਮੁਲਕਾਂ ਲਈ ਉਡਾਨਾਂ ਆਰੰਭ ਕਰਨ ਦੀ ਗੱਲ ਦੇਵੇਂ ਜਾਂ ਫਾਰਮੇਸੀ ਉਦਯੋਗਾਂ ਨੂੰ ਵੱਧ ਸਹੂਲਤਾਂ ਦੇਣ ਅਤੇ ਬਰੋਜ਼ੀ ਦੇ ਨਾਲ ਦੀ ਸਮੱਸਿਆ ਨੂੰ ਹਲ ਕਰਨਾ ਹੋਵੇ ਇਹ ਕੰਮ ਪਹਿਲ ਦੇ ਆਧਾਰ ਤੇ ਕਰਵਾਏ ਜਾਣਗੇ। ਉਹਨਾਂ ਕਿਹਾ ਕਿ ਇਸ ਵਾਰ ਭਾਰਤੀ ਜਨਤਾ ਪਾਰਟੀ ਨੇ ਬਿਨਾਂ ਕਿਸੇ ਗਠਜੋੜ ਦੇ ਸਰਕਾਰ ਬਣਨ ਜਾ ਰਹੀ ਹੈ ਅਤੇ ਨਰਿੰਦਰ ਮੋਦੀ ਜਵਾਹਰ ਲਾਲ ਨਹਿਰੂ ਤੋਂ ਬਾਅਦ ਸ੍ਰੀ ਨਰਿੰਦਰ ਮੋਦੀ ਲਗਾਤਾਰ ਤੀਜੀ ਵਾਰ ਦੇਸ਼ ਦੇ ਪ੍ਰਧਾਨ ਮੰਤਰੀ ਬਣਨ ਜਾ ਰਹੇ ਹਨ ਜਿਹਨਾਂ ਦੀ: [813, 1872, 1029, 2302]
